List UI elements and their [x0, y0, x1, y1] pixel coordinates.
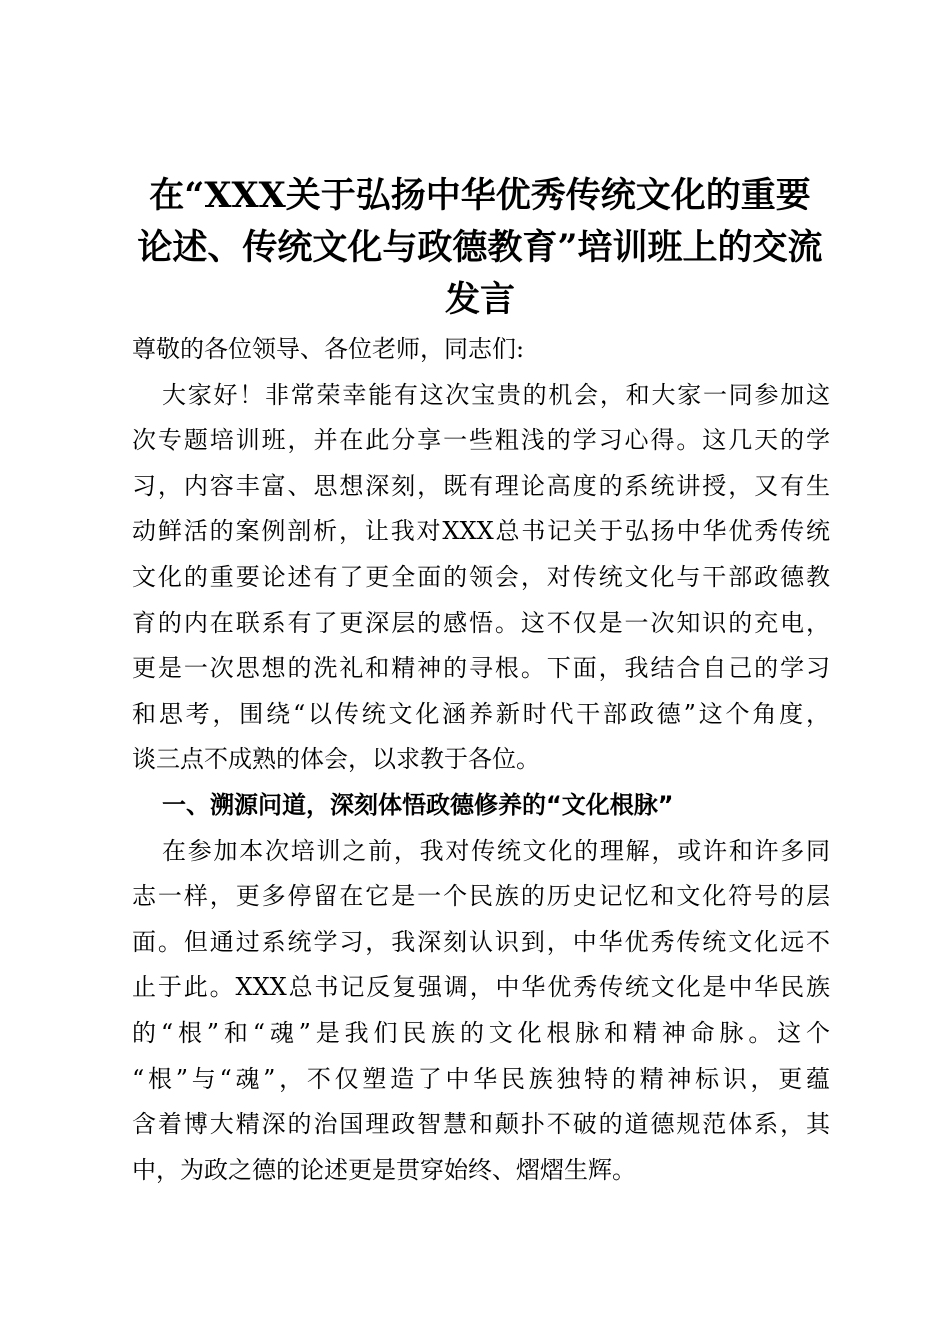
text-line: 动鲜活的案例剖析，让我对XXX总书记关于弘扬中华优秀传统: [132, 517, 830, 546]
paragraph: [132, 373, 830, 783]
text-line: 育的内在联系有了更深层的感悟。这不仅是一次知识的充电，: [132, 608, 830, 637]
text-line: 面。但通过系统学习，我深刻认识到，中华优秀传统文化远不: [132, 927, 830, 956]
paragraph: [132, 829, 830, 1194]
text-line: 文化的重要论述有了更全面的领会，对传统文化与干部政德教: [132, 562, 830, 591]
text-line: 在参加本次培训之前，我对传统文化的理解，或许和许多同: [162, 836, 830, 865]
text-line: 的“根”和“魂”是我们民族的文化根脉和精神命脉。这个: [132, 1018, 830, 1047]
text-line: 止于此。XXX总书记反复强调，中华优秀传统文化是中华民族: [132, 973, 830, 1002]
text-line: “根”与“魂”，不仅塑造了中华民族独特的精神标识，更蕴: [132, 1064, 830, 1093]
document-title: [120, 170, 840, 326]
title-line: 论述、传统文化与政德教育”培训班上的交流: [137, 227, 823, 268]
salutation: 尊敬的各位领导、各位老师，同志们:: [132, 335, 525, 363]
document-body: [132, 327, 830, 1193]
text-line: 志一样，更多停留在它是一个民族的历史记忆和文化符号的层: [132, 882, 830, 911]
text-line: 习，内容丰富、思想深刻，既有理论高度的系统讲授，又有生: [132, 471, 830, 500]
text-line: 一、溯源问道，深刻体悟政德修养的“文化根脉”: [162, 790, 674, 819]
text-line: 大家好！非常荣幸能有这次宝贵的机会，和大家一同参加这: [162, 380, 830, 409]
text-line: 中，为政之德的论述更是贯穿始终、熠熠生辉。: [132, 1155, 636, 1184]
title-line: 发言: [444, 279, 515, 320]
text-line: 次专题培训班，并在此分享一些粗浅的学习心得。这几天的学: [132, 426, 830, 455]
text-line: 含着博大精深的治国理政智慧和颠扑不破的道德规范体系，其: [132, 1110, 830, 1139]
title-line: 在“XXX关于弘扬中华优秀传统文化的重要: [149, 175, 811, 216]
text-line: 和思考，围绕“以传统文化涵养新时代干部政德”这个角度，: [132, 699, 830, 728]
section-heading: [132, 783, 830, 829]
text-line: 谈三点不成熟的体会，以求教于各位。: [132, 745, 540, 774]
text-line: 更是一次思想的洗礼和精神的寻根。下面，我结合自己的学习: [132, 654, 830, 683]
